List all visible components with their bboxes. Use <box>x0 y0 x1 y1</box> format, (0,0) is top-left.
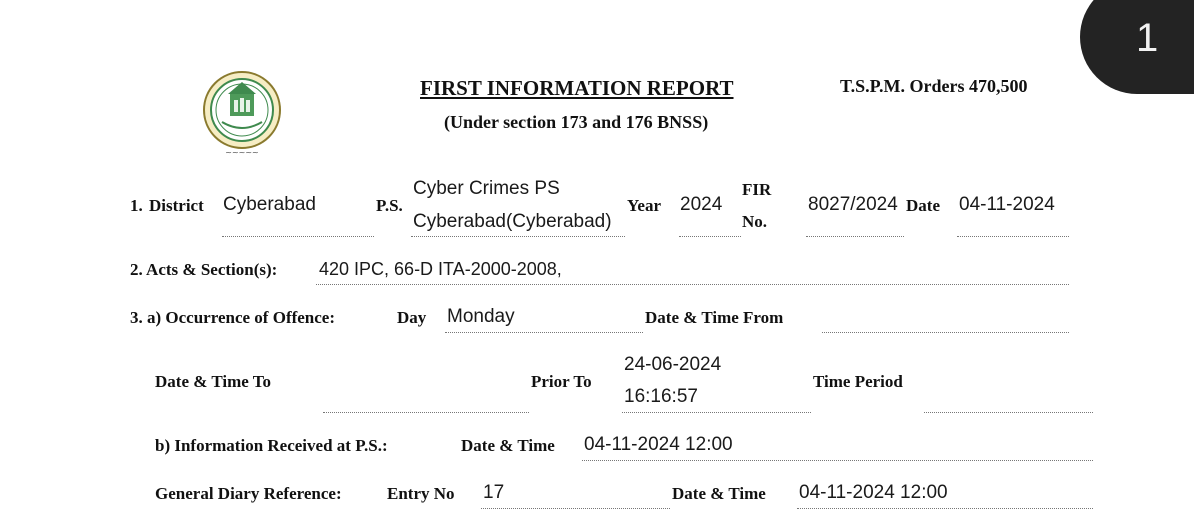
entry-no-value: 17 <box>483 482 505 503</box>
acts-sections-value: 420 IPC, 66-D ITA-2000-2008, <box>319 259 562 279</box>
prior-to-label: Prior To <box>531 372 592 391</box>
fir-number-value: 8027/2024 <box>808 194 898 215</box>
document-subtitle: (Under section 173 and 176 BNSS) <box>444 112 709 132</box>
orders-reference: T.S.P.M. Orders 470,500 <box>840 76 1028 96</box>
info-datetime-underline <box>582 460 1093 461</box>
ps-value-line1: Cyber Crimes PS <box>413 178 560 199</box>
year-label: Year <box>627 196 661 215</box>
gd-datetime-underline <box>797 508 1093 509</box>
fir-underline <box>806 236 904 237</box>
day-label: Day <box>397 308 427 327</box>
svg-text:~~~~~: ~~~~~ <box>225 148 259 157</box>
time-period-label: Time Period <box>813 372 903 391</box>
information-received-label: b) Information Received at P.S.: <box>155 436 388 455</box>
time-period-underline <box>924 412 1093 413</box>
general-diary-label: General Diary Reference: <box>155 484 342 503</box>
date-underline <box>957 236 1069 237</box>
district-label: District <box>149 196 204 215</box>
acts-sections-label: 2. Acts & Section(s): <box>130 260 278 279</box>
gd-datetime-value: 04-11-2024 12:00 <box>799 482 948 503</box>
year-underline <box>679 236 741 237</box>
info-datetime-value: 04-11-2024 12:00 <box>584 434 733 455</box>
info-datetime-label: Date & Time <box>461 436 555 455</box>
fir-label-line1: FIR <box>742 180 772 199</box>
telangana-emblem-icon <box>200 68 284 158</box>
year-value: 2024 <box>680 194 723 215</box>
day-value: Monday <box>447 306 515 327</box>
row1-number: 1. <box>130 196 143 215</box>
entry-no-underline <box>481 508 670 509</box>
acts-underline <box>316 284 1069 285</box>
day-underline <box>445 332 643 333</box>
prior-to-time: 16:16:57 <box>624 386 698 407</box>
page-number-badge <box>1080 0 1194 94</box>
district-value: Cyberabad <box>223 194 316 215</box>
document-title: FIRST INFORMATION REPORT <box>420 76 734 100</box>
gd-datetime-label: Date & Time <box>672 484 766 503</box>
district-underline <box>222 236 374 237</box>
datetime-from-underline <box>822 332 1069 333</box>
prior-to-date: 24-06-2024 <box>624 354 722 375</box>
prior-to-underline <box>622 412 811 413</box>
ps-value-line2: Cyberabad(Cyberabad) <box>413 211 612 232</box>
date-label: Date <box>906 196 940 215</box>
page-number: 1 <box>1136 16 1159 60</box>
datetime-to-label: Date & Time To <box>155 372 272 391</box>
ps-label: P.S. <box>376 196 403 215</box>
occurrence-label: 3. a) Occurrence of Offence: <box>130 308 336 327</box>
datetime-to-underline <box>323 412 529 413</box>
datetime-from-label: Date & Time From <box>645 308 784 327</box>
date-value: 04-11-2024 <box>959 194 1055 215</box>
ps-underline <box>411 236 625 237</box>
entry-no-label: Entry No <box>387 484 455 503</box>
fir-label-line2: No. <box>742 212 768 231</box>
